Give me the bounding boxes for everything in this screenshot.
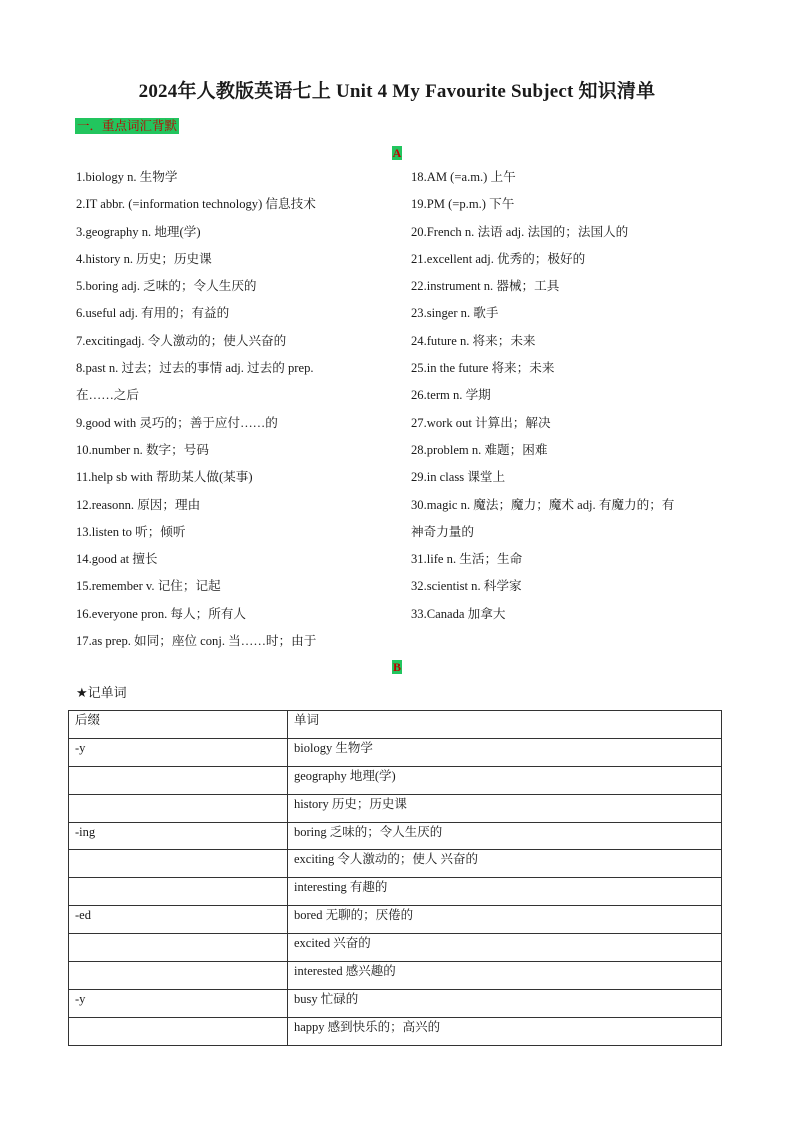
vocab-item: 1.biology n. 生物学 [76,170,178,184]
vocab-item: 在……之后 [76,388,139,403]
word-cell: busy 忙碌的 [288,989,722,1017]
word-cell: exciting 令人激动的；使人 兴奋的 [288,850,722,878]
word-cell: boring 乏味的；令人生厌的 [288,822,722,850]
suffix-cell [69,878,288,906]
vocab-item: 20.French n. 法语 adj. 法国的；法国人的 [411,224,629,239]
table-header-row [69,711,722,739]
vocab-item: 33.Canada 加拿大 [411,606,506,621]
suffix-cell [69,962,288,990]
part-b-label-text: B [392,660,401,674]
vocab-item: 29.in class 课堂上 [411,470,506,485]
table-row [69,989,722,1017]
vocab-item: 15.remember v. 记住；记起 [76,579,221,594]
word-cell: interested 感兴趣的 [288,962,722,990]
table-row [69,934,722,962]
suffix-cell: -y [69,738,288,766]
suffix-cell [69,766,288,794]
header-suffix: 后缀 [69,711,288,739]
suffix-word-table [68,710,722,1046]
vocab-item: 26.term n. 学期 [411,388,491,403]
vocab-item: 23.singer n. 歌手 [411,306,499,321]
vocab-item: 18.AM (=a.m.) 上午 [411,170,516,184]
vocab-item: 10.number n. 数字；号码 [76,442,209,457]
vocab-item: 30.magic n. 魔法；魔力；魔术 adj. 有魔力的；有 [411,497,675,512]
vocab-item: 8.past n. 过去；过去的事情 adj. 过去的 prep. [76,361,314,376]
vocab-item: 13.listen to 听；倾听 [76,524,186,539]
word-cell: happy 感到快乐的；高兴的 [288,1017,722,1045]
table-row [69,822,722,850]
vocab-item: 9.good with 灵巧的；善于应付……的 [76,415,278,430]
word-cell: history 历史；历史课 [288,794,722,822]
vocab-item: 14.good at 擅长 [76,552,158,567]
suffix-cell: -ing [69,822,288,850]
vocab-item: 12.reasonn. 原因；理由 [76,497,201,512]
vocab-item: 17.as prep. 如同；座位 conj. 当……时；由于 [76,634,317,649]
suffix-cell [69,1017,288,1045]
vocab-item: 24.future n. 将来；未来 [411,333,536,348]
table-row [69,962,722,990]
part-a-label-text: A [392,146,402,160]
suffix-cell [69,794,288,822]
part-b-label [0,660,794,675]
vocab-list-left [76,164,386,655]
vocab-item: 31.life n. 生活；生命 [411,552,523,567]
vocab-item: 11.help sb with 帮助某人做(某事) [76,470,253,485]
part-a-label [0,146,794,161]
vocab-item: 27.work out 计算出；解决 [411,415,551,430]
vocab-item: 19.PM (=p.m.) 下午 [411,197,515,212]
vocab-item: 神奇力量的 [411,524,474,539]
vocab-item: 6.useful adj. 有用的；有益的 [76,306,230,321]
word-cell: excited 兴奋的 [288,934,722,962]
table-row [69,906,722,934]
word-cell: biology 生物学 [288,738,722,766]
word-cell: bored 无聊的；厌倦的 [288,906,722,934]
vocab-item: 28.problem n. 难题；困难 [411,442,548,457]
table-row [69,766,722,794]
vocab-item: 25.in the future 将来；未来 [411,361,555,376]
vocab-item: 7.excitingadj. 令人激动的；使人兴奋的 [76,333,287,348]
vocab-item: 32.scientist n. 科学家 [411,579,522,594]
table-body [69,738,722,1045]
suffix-cell [69,850,288,878]
vocab-item: 2.IT abbr. (=information technology) 信息技术 [76,197,316,212]
memorize-words-heading: ★记单词 [76,686,127,701]
table-row [69,1017,722,1045]
vocab-item: 5.boring adj. 乏味的；令人生厌的 [76,279,257,294]
table-row [69,850,722,878]
vocab-item: 4.history n. 历史；历史课 [76,251,212,266]
vocab-item: 3.geography n. 地理(学) [76,224,201,239]
table-row [69,878,722,906]
section-heading: 一．重点词汇背默 [77,118,178,133]
suffix-cell: -y [69,989,288,1017]
table-row [69,794,722,822]
vocab-item: 16.everyone pron. 每人；所有人 [76,606,246,621]
vocab-item: 21.excellent adj. 优秀的；极好的 [411,251,586,266]
page-title: 2024年人教版英语七上 Unit 4 My Favourite Subject 知识清单 [138,81,656,102]
vocab-item: 22.instrument n. 器械；工具 [411,279,560,294]
suffix-cell [69,934,288,962]
vocab-list-right [411,164,721,628]
suffix-cell: -ed [69,906,288,934]
table-row [69,738,722,766]
header-word: 单词 [288,711,722,739]
word-cell: interesting 有趣的 [288,878,722,906]
word-cell: geography 地理(学) [288,766,722,794]
